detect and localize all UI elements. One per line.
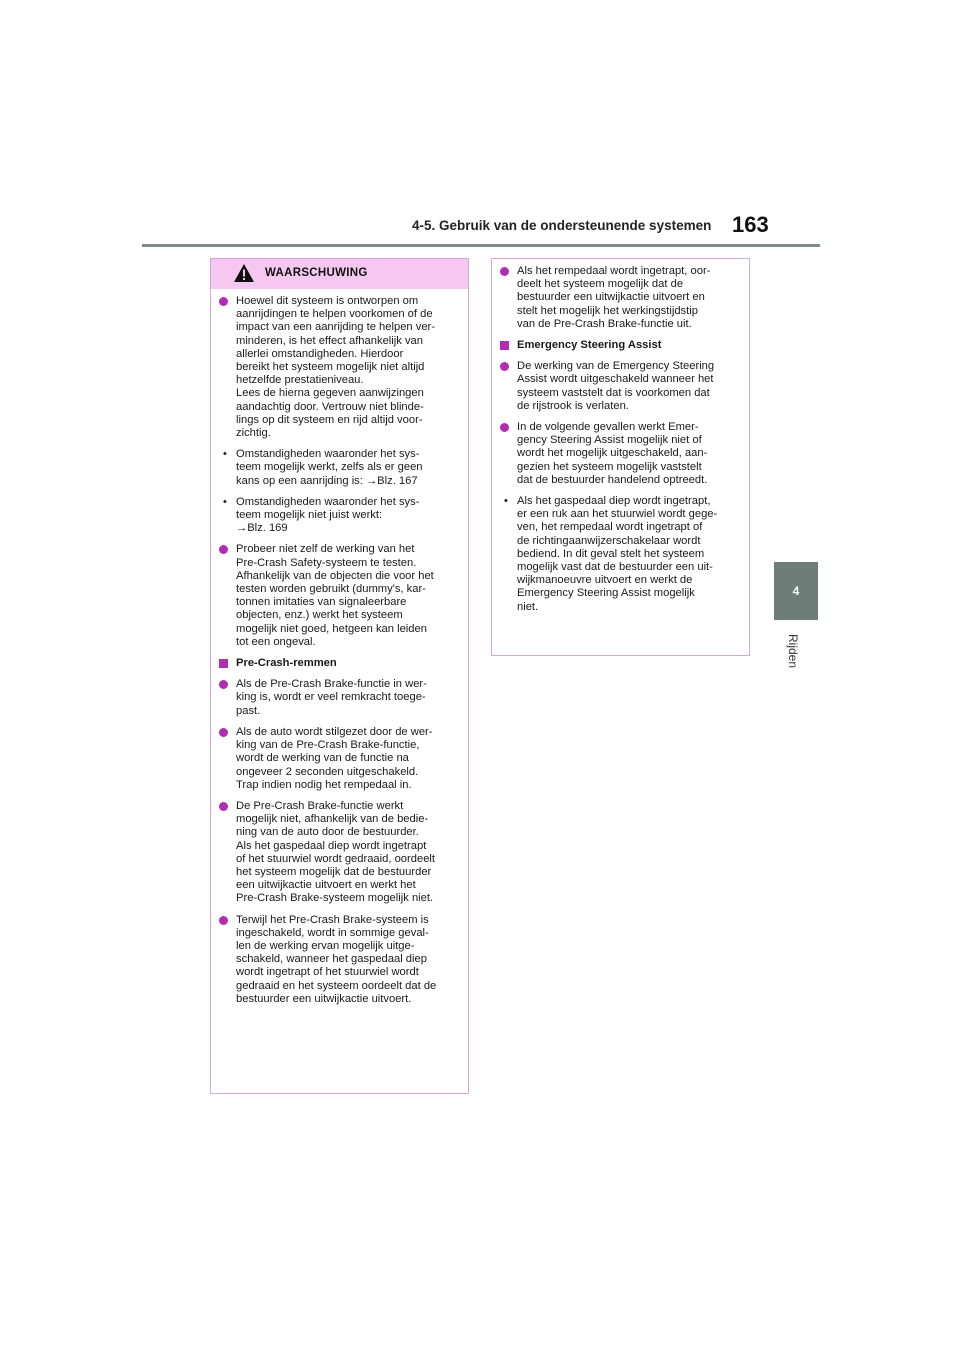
list-item: • Omstandigheden waaronder het sys- teem mogelijk niet juist werkt: →Blz. 169 <box>219 496 460 536</box>
circle-bullet-icon <box>500 265 514 280</box>
item-text: Als het gaspedaal diep wordt ingetrapt, er een ruk aan het stuurwiel wordt gege- ven, het rempedaal wordt ingetrapt of de richtingaanwijzerschakelaar wordt bediend. In dit geval stelt het systeem mogelijk vast dat de bestuurder een uit- wijkmanoeuvre uitvoert en werkt de Emergency Steering Assist mogelijk niet. <box>517 495 718 613</box>
list-item <box>219 543 460 649</box>
section-title: 4-5. Gebruik van de ondersteunende systemen <box>412 218 712 233</box>
item-text: Als de auto wordt stilgezet door de wer- king van de Pre-Crash Brake-functie, wordt de werking van de functie na ongeveer 2 seconden uitgeschakeld. Trap indien nodig het rempedaal in. <box>236 725 433 791</box>
list-item <box>219 295 460 440</box>
circle-bullet-icon <box>219 295 233 310</box>
item-text: Omstandigheden waaronder het sys- teem mogelijk niet juist werkt: →Blz. 169 <box>236 495 420 535</box>
square-bullet-icon <box>500 339 514 354</box>
circle-bullet-icon <box>219 914 233 929</box>
item-text: Emergency Steering Assist <box>517 339 662 352</box>
subheading <box>219 657 460 670</box>
circle-bullet-icon <box>219 543 233 558</box>
warning-triangle-icon <box>233 263 255 283</box>
warning-box-left <box>210 258 469 1094</box>
warning-box-right <box>491 258 750 656</box>
list-item <box>219 678 460 718</box>
item-text: De werking van de Emergency Steering Assist wordt uitgeschakeld wanneer het systeem vaststelt dat is voorkomen dat de rijstrook is verlaten. <box>517 360 715 412</box>
item-text: De Pre-Crash Brake-functie werkt mogelijk niet, afhankelijk van de bedie- ning van de auto door de bestuurder. Als het gaspedaal diep wordt ingetrapt of het stuurwiel wordt gedraaid, oordeelt het systeem mogelijk dat de bestuurder een uitwijkactie uitvoert en werkt het Pre-Crash Brake-systeem mogelijk niet. <box>236 799 436 905</box>
warning-content-right <box>492 259 749 614</box>
list-item <box>500 265 741 331</box>
warning-header <box>211 259 468 289</box>
list-item <box>219 914 460 1006</box>
item-text: Terwijl het Pre-Crash Brake-systeem is ingeschakeld, wordt in sommige geval- len de werking ervan mogelijk uitge- schakeld, wanneer het gaspedaal diep wordt ingetrapt of het stuurwiel wordt gedraaid en het systeem oordeelt dat de bestuurder een uitwijkactie uitvoert. <box>236 913 437 1005</box>
chapter-label: Rijden <box>786 634 800 669</box>
item-text: Als de Pre-Crash Brake-functie in wer- king is, wordt er veel remkracht toege- past. <box>236 678 427 717</box>
chapter-tab: 4 <box>774 562 818 620</box>
circle-bullet-icon <box>500 421 514 436</box>
subheading <box>500 339 741 352</box>
item-text: Omstandigheden waaronder het sys- teem mogelijk werkt, zelfs als er geen kans op een aanrijding is: →Blz. 167 <box>236 448 423 487</box>
circle-bullet-icon <box>219 678 233 693</box>
header-divider <box>142 244 820 247</box>
item-text: Pre-Crash-remmen <box>236 657 337 670</box>
item-text: Als het rempedaal wordt ingetrapt, oor- deelt het systeem mogelijk dat de bestuurder een uitwijkactie uitvoert en stelt het mogelijk het werkingstijdstip van de Pre-Crash Brake-functie uit. <box>517 265 711 330</box>
list-item <box>500 421 741 487</box>
list-item: • Omstandigheden waaronder het sys- teem mogelijk werkt, zelfs als er geen kans op een aanrijding is: →Blz. 167 <box>219 448 460 488</box>
warning-content-left <box>211 289 468 1006</box>
list-item: • Als het gaspedaal diep wordt ingetrapt, er een ruk aan het stuurwiel wordt gege- ven, het rempedaal wordt ingetrapt of de richtingaanwijzerschakelaar wordt bediend. In dit geval stelt het systeem mogelijk vast dat de bestuurder een uit- wijkmanoeuvre uitvoert en werkt de Emergency Steering Assist mogelijk niet. <box>500 495 741 614</box>
item-text: In de volgende gevallen werkt Emer- gency Steering Assist mogelijk niet of wordt het mogelijk uitgeschakeld, aan- gezien het systeem mogelijk vaststelt dat de bestuurder handelend optreedt. <box>517 421 708 486</box>
list-item <box>500 360 741 413</box>
square-bullet-icon <box>219 657 233 672</box>
list-item <box>219 800 460 906</box>
circle-bullet-icon <box>500 360 514 375</box>
item-text: Hoewel dit systeem is ontworpen om aanrijdingen te helpen voorkomen of de impact van een aanrijding te helpen ver- minderen, is het effect afhankelijk van allerlei omstandigheden. Hierdoor bereikt het systeem mogelijk niet altijd hetzelfde prestatieniveau. Lees de hierna gegeven aanwijzingen aandachtig door. Vertrouw niet blinde- lings op dit systeem en rijd altijd voor- zichtig. <box>236 295 436 440</box>
page-number: 163 <box>732 212 769 237</box>
circle-bullet-icon <box>219 726 233 741</box>
circle-bullet-icon <box>219 800 233 815</box>
item-text: Probeer niet zelf de werking van het Pre-Crash Safety-systeem te testen. Afhankelijk van de objecten die voor het testen worden gebruikt (dummy's, kar- tonnen imitaties van signaleerbare objecten, enz.) werkt het systeem mogelijk niet goed, hetgeen kan leiden tot een ongeval. <box>236 543 434 648</box>
warning-title: WAARSCHUWING <box>265 267 368 279</box>
list-item <box>219 726 460 792</box>
